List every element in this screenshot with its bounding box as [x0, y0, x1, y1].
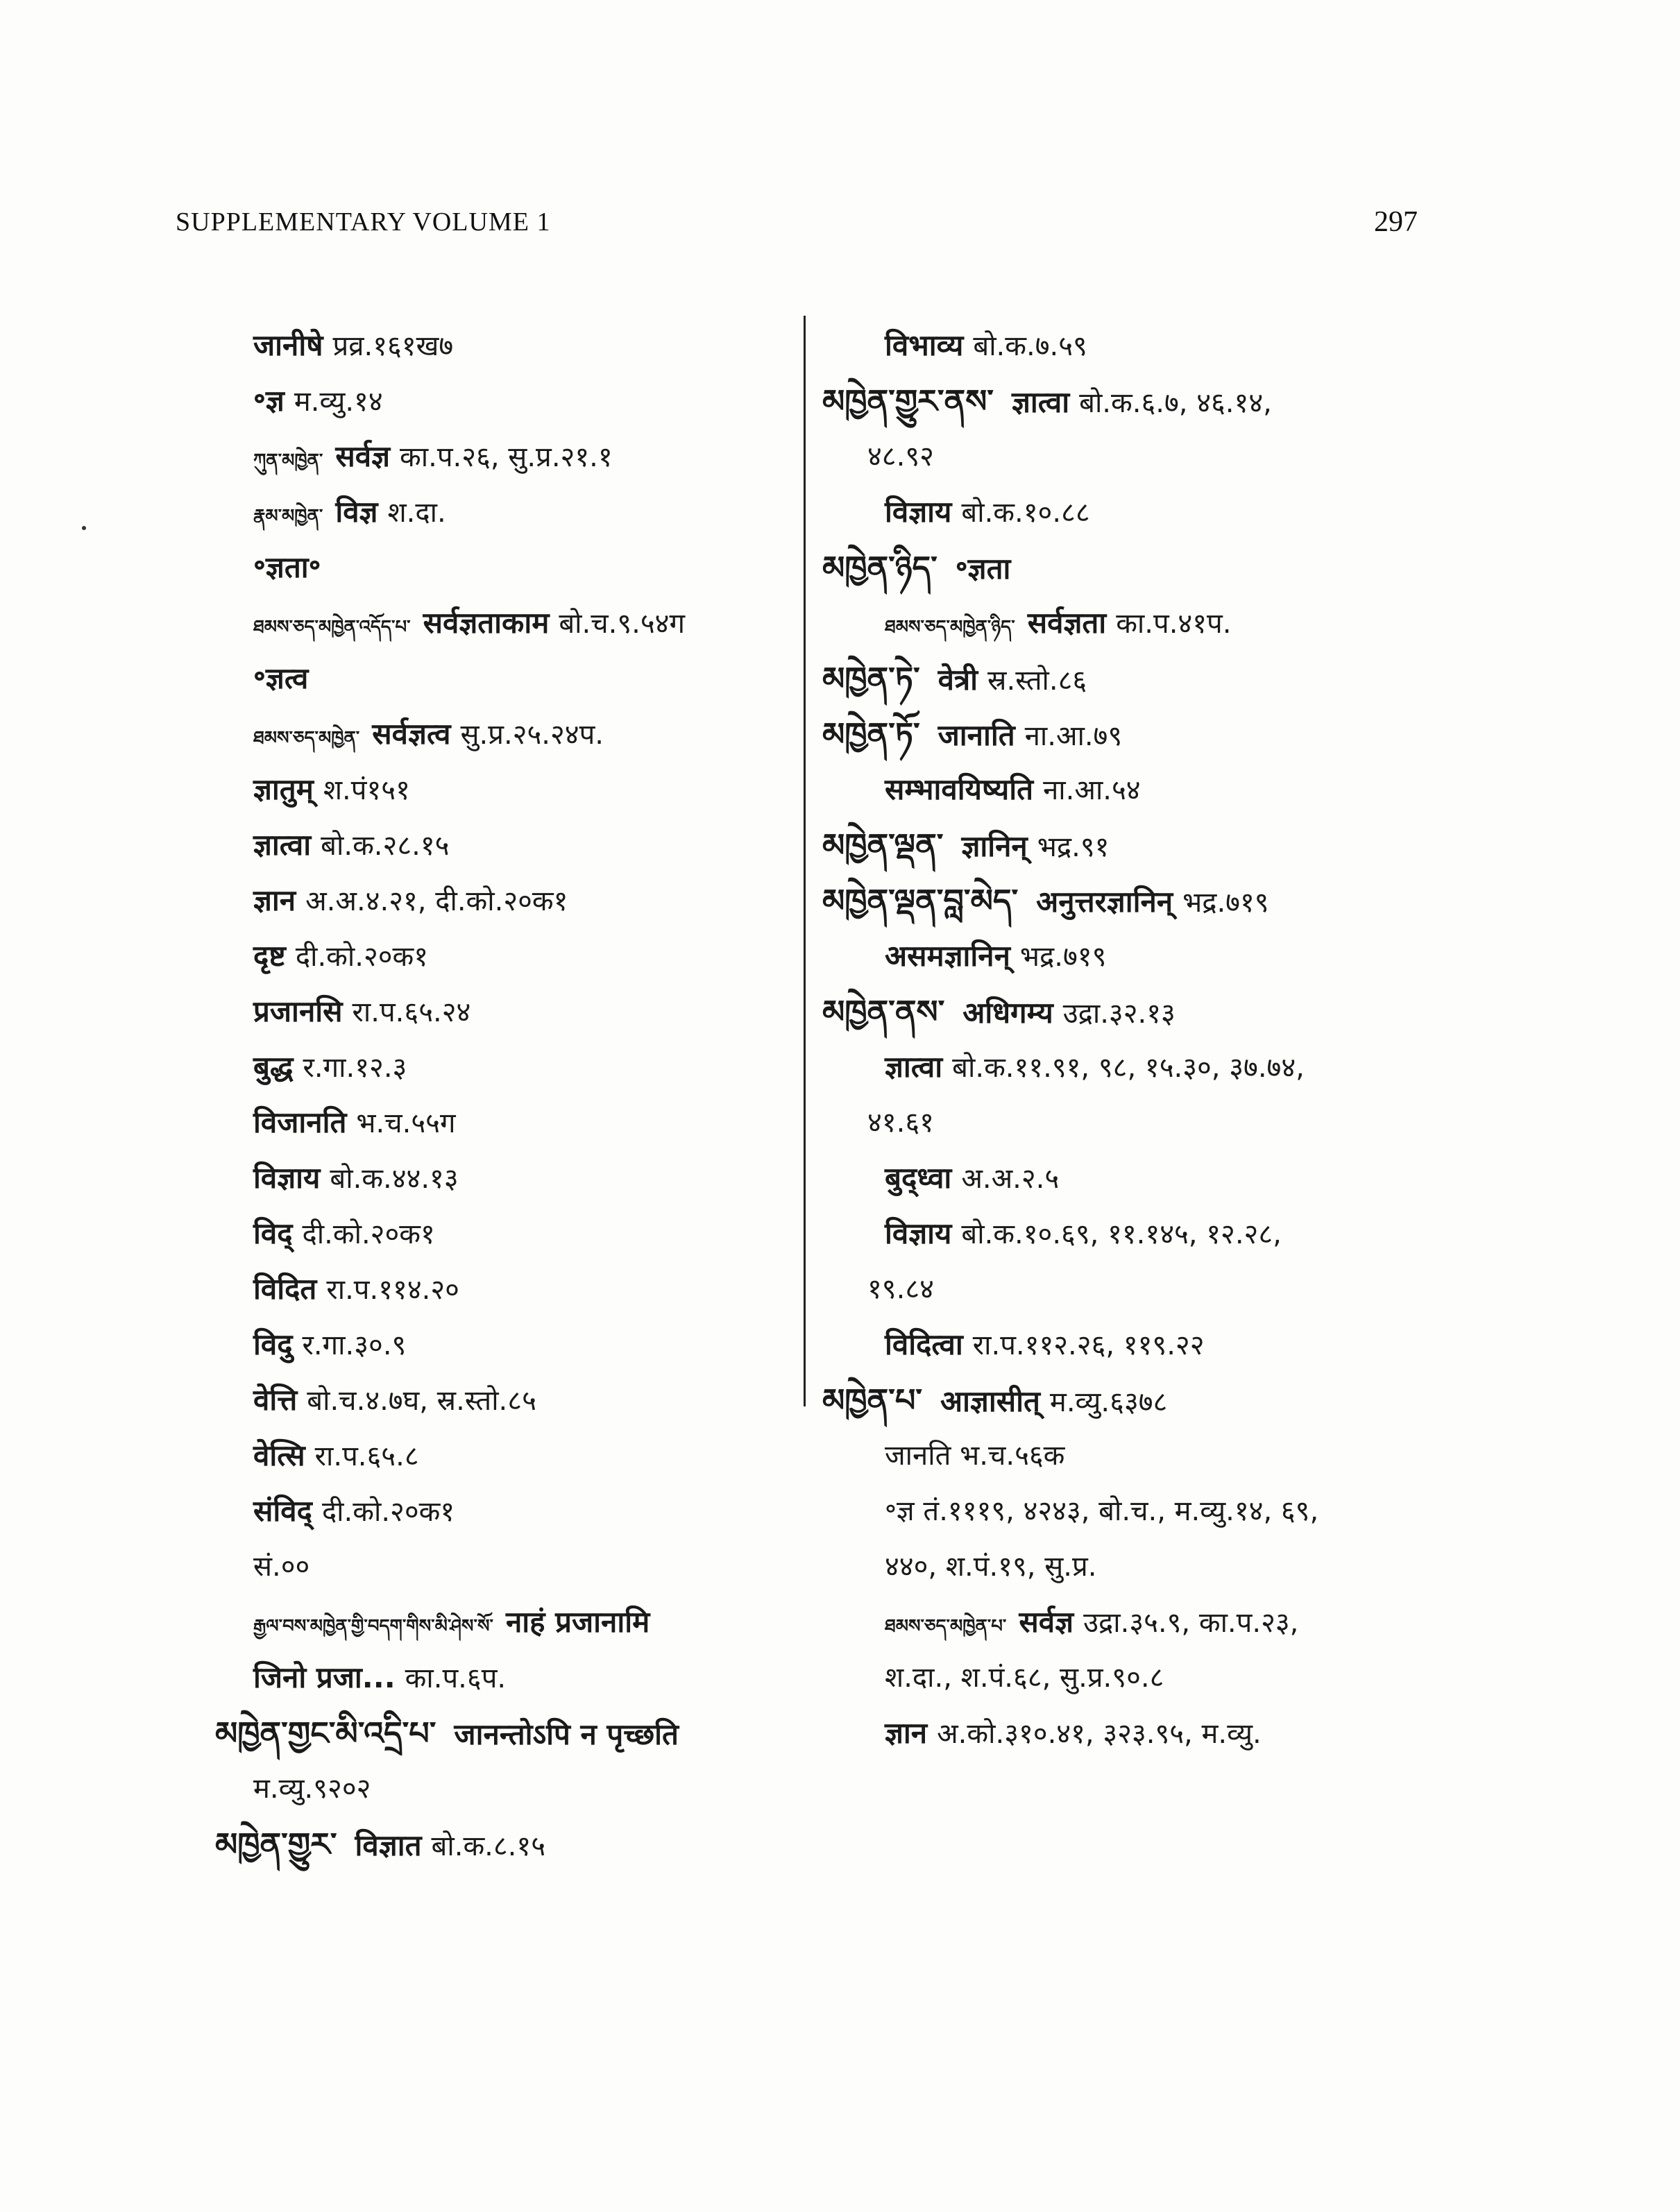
source-reference: ४८.९२	[867, 441, 934, 473]
dictionary-entry	[187, 1317, 798, 1372]
sanskrit-term: सर्वज्ञताकाम	[423, 606, 550, 640]
sanskrit-term: ज्ञान	[253, 883, 296, 917]
source-reference: ना.आ.५४	[1043, 774, 1141, 806]
dictionary-entry	[187, 984, 798, 1039]
source-reference: म.व्यु.६३७८	[1049, 1386, 1168, 1418]
source-reference: र.गा.१२.३	[303, 1052, 407, 1084]
source-reference: बो.क.४४.१३	[330, 1163, 459, 1195]
dictionary-entry	[187, 1095, 798, 1150]
dictionary-entry	[822, 540, 1461, 595]
running-head: SUPPLEMENTARY VOLUME 1	[176, 207, 551, 237]
dictionary-entry	[187, 1206, 798, 1261]
sanskrit-term: ज्ञातुम्	[253, 772, 314, 806]
dictionary-entry	[822, 1705, 1461, 1761]
source-reference: का.प.६प.	[405, 1662, 507, 1694]
column-divider	[804, 316, 806, 1406]
source-reference: रा.प.११२.२६, ११९.२२	[972, 1329, 1205, 1361]
dictionary-entry	[822, 1594, 1461, 1650]
source-reference: म.व्यु.१४	[294, 386, 383, 418]
sanskrit-term: प्रजानसि	[253, 994, 343, 1028]
sanskrit-term: विदु	[253, 1327, 293, 1361]
source-reference: सं.००	[253, 1551, 310, 1583]
source-reference: बो.क.२८.१५	[321, 830, 450, 862]
source-reference: भद्र.९१	[1037, 831, 1110, 863]
tibetan-term: རྣམ་མཁྱེན་	[253, 506, 323, 527]
right-column	[822, 318, 1461, 1761]
sanskrit-term: वेत्री	[937, 663, 978, 697]
source-reference: बो.च.४.७घ, स्र.स्तो.८५	[307, 1385, 536, 1417]
sanskrit-term: विज्ञात	[355, 1828, 422, 1862]
dictionary-entry	[822, 1206, 1461, 1261]
dictionary-entry	[822, 651, 1461, 706]
sanskrit-term: असमज्ञानिन्	[885, 939, 1010, 973]
sanskrit-term: अनुत्तरज्ञानिन्	[1036, 885, 1173, 919]
source-reference: बो.क.७.५९	[973, 330, 1087, 362]
dictionary-entry	[187, 540, 798, 595]
source-reference: भद्र.७१९	[1019, 941, 1107, 973]
dictionary-entry	[187, 595, 798, 651]
sanskrit-term: विभाव्य	[885, 328, 964, 362]
dictionary-entry	[187, 1817, 798, 1872]
dictionary-entry	[187, 706, 798, 762]
dictionary-entry	[187, 484, 798, 540]
tibetan-term: ཐམས་ཅད་མཁྱེན་པ་	[885, 1616, 1007, 1637]
dictionary-entry	[822, 762, 1461, 817]
tibetan-term: མཁྱེན་གྱང་མི་འདྲི་པ་	[215, 1715, 436, 1752]
dictionary-entry	[187, 1539, 798, 1594]
sanskrit-term: विद्	[253, 1216, 293, 1250]
source-reference: बो.क.८.१५	[431, 1830, 545, 1862]
sanskrit-term: ज्ञान	[885, 1716, 928, 1750]
source-reference: स्र.स्तो.८६	[987, 665, 1087, 697]
source-reference: बो.क.१०.६९, ११.१४५, १२.२८,	[961, 1218, 1282, 1250]
tibetan-term: མཁྱེན་གྱུར་ནས་	[822, 382, 994, 420]
source-reference: का.प.४१प.	[1116, 608, 1232, 640]
sanskrit-term: जानीषे	[253, 328, 323, 362]
sanskrit-term: ज्ञात्वा	[253, 828, 312, 862]
sanskrit-term: दृष्ट	[253, 939, 286, 973]
tibetan-term: ཐམས་ཅད་མཁྱེན་འདོད་པ་	[253, 617, 411, 638]
dictionary-entry	[187, 373, 798, 429]
source-reference: रा.प.६५.२४	[352, 996, 471, 1028]
dictionary-entry	[187, 651, 798, 706]
dictionary-entry	[822, 873, 1461, 928]
scan-speck	[82, 526, 86, 530]
dictionary-entry	[187, 1428, 798, 1483]
tibetan-term: མཁྱེན་ལྡན་	[822, 826, 944, 864]
tibetan-term: རྒྱལ་བས་མཁྱེན་གྱི་བདག་གིས་མི་ཤེས་སོ་	[253, 1616, 493, 1637]
tibetan-term: མཁྱེན་ཉིད་	[822, 549, 937, 586]
source-reference: ४४०, श.पं.१९, सु.प्र.	[885, 1551, 1097, 1583]
dictionary-entry	[187, 1372, 798, 1428]
dictionary-entry	[822, 817, 1461, 873]
source-reference: रा.प.६५.८	[314, 1440, 419, 1472]
dictionary-entry	[822, 706, 1461, 762]
tibetan-term: ཐམས་ཅད་མཁྱེན་	[253, 728, 360, 749]
sanskrit-term: बुद्ध्वा	[885, 1161, 952, 1195]
source-reference: १९.८४	[867, 1273, 934, 1305]
sanskrit-term: जानन्तोऽपि न पृच्छति	[454, 1717, 679, 1751]
sanskrit-term: संविद्	[253, 1494, 312, 1528]
dictionary-entry	[187, 817, 798, 873]
sanskrit-term: जिनो प्रजा...	[253, 1660, 396, 1694]
sanskrit-term: विदित्वा	[885, 1327, 963, 1361]
sanskrit-term: विज्ञ	[335, 495, 378, 529]
source-reference: बो.च.९.५४ग	[559, 608, 685, 640]
sanskrit-term: सर्वज्ञ	[335, 439, 391, 473]
dictionary-entry	[822, 1261, 1461, 1317]
dictionary-entry	[187, 1650, 798, 1705]
dictionary-entry	[822, 595, 1461, 651]
sanskrit-term: विजानति	[253, 1105, 347, 1139]
source-reference: दी.को.२०क१	[295, 941, 429, 973]
dictionary-entry	[822, 1372, 1461, 1428]
sanskrit-term: ॰ज्ञता॰	[253, 550, 321, 584]
dictionary-entry	[187, 1261, 798, 1317]
dictionary-entry	[822, 928, 1461, 984]
source-reference: ४१.६१	[867, 1107, 934, 1139]
source-reference: प्रव्र.१६१ख७	[332, 330, 454, 362]
source-reference: सु.प्र.२५.२४प.	[460, 719, 604, 751]
source-reference: श.दा., श.पं.६८, सु.प्र.९०.८	[885, 1662, 1164, 1694]
source-reference: श.पं१५१	[323, 774, 410, 806]
tibetan-term: ཐམས་ཅད་མཁྱེན་ཉིད་	[885, 617, 1015, 638]
dictionary-entry	[822, 1539, 1461, 1594]
source-reference: दी.को.२०क१	[321, 1496, 455, 1528]
dictionary-entry	[187, 1483, 798, 1539]
source-reference: दी.को.२०क१	[302, 1218, 435, 1250]
sanskrit-term: ॰ज्ञत्व	[253, 661, 309, 695]
tibetan-term: མཁྱེན་ལྡན་བླ་མེད་	[822, 882, 1019, 919]
tibetan-term: ཀུན་མཁྱེན་	[253, 450, 323, 471]
source-reference: उद्रा.३२.१३	[1062, 998, 1176, 1030]
source-reference: ना.आ.७९	[1024, 720, 1123, 752]
page-number: 297	[1374, 206, 1418, 238]
source-reference: जानति भ.च.५६क	[885, 1440, 1065, 1472]
tibetan-term: མཁྱེན་ནས་	[822, 993, 945, 1030]
sanskrit-term: ॰ज्ञ	[253, 384, 285, 418]
tibetan-term: མཁྱེན་ཏོ་	[822, 715, 920, 753]
sanskrit-term: सम्भावयिष्यति	[885, 772, 1034, 806]
sanskrit-term: विदित	[253, 1272, 317, 1306]
dictionary-entry	[822, 429, 1461, 484]
sanskrit-term: अधिगम्य	[962, 996, 1053, 1030]
dictionary-entry	[822, 1150, 1461, 1206]
left-column	[187, 318, 798, 1872]
dictionary-entry	[822, 1095, 1461, 1150]
sanskrit-term: ॰ज्ञता	[955, 552, 1011, 586]
dictionary-entry	[822, 1483, 1461, 1539]
dictionary-entry	[822, 373, 1461, 429]
sanskrit-term: आज्ञासीत्	[940, 1384, 1040, 1418]
dictionary-entry	[187, 429, 798, 484]
source-reference: अ.को.३१०.४१, ३२३.९५, म.व्यु.	[937, 1718, 1262, 1750]
tibetan-term: མཁྱེན་པ་	[822, 1381, 922, 1419]
dictionary-entry	[187, 1150, 798, 1206]
tibetan-term: མཁྱེན་ཏེ་	[822, 660, 920, 697]
dictionary-entry	[822, 1650, 1461, 1705]
dictionary-entry	[822, 318, 1461, 373]
source-reference: अ.अ.२.५	[961, 1163, 1060, 1195]
source-reference: बो.क.११.९१, ९८, १५.३०, ३७.७४,	[952, 1052, 1305, 1084]
sanskrit-term: नाहं प्रजानामि	[505, 1605, 650, 1639]
source-reference: बो.क.६.७, ४६.१४,	[1079, 387, 1272, 419]
dictionary-entry	[187, 873, 798, 928]
dictionary-entry	[822, 1039, 1461, 1095]
dictionary-entry	[187, 928, 798, 984]
sanskrit-term: जानाति	[937, 718, 1015, 752]
dictionary-entry	[187, 1039, 798, 1095]
dictionary-entry	[187, 318, 798, 373]
dictionary-entry	[187, 1761, 798, 1817]
source-reference: भद्र.७१९	[1182, 887, 1269, 919]
dictionary-entry	[822, 1317, 1461, 1372]
source-reference: ॰ज्ञ तं.१११९, ४२४३, बो.च., म.व्यु.१४, ६९,	[885, 1495, 1319, 1527]
source-reference: अ.अ.४.२१, दी.को.२०क१	[305, 885, 568, 917]
source-reference: बो.क.१०.८८	[961, 497, 1090, 529]
sanskrit-term: सर्वज्ञ	[1019, 1605, 1074, 1639]
sanskrit-term: वेत्सि	[253, 1438, 305, 1472]
sanskrit-term: सर्वज्ञता	[1027, 606, 1107, 640]
source-reference: रा.प.११४.२०	[326, 1274, 459, 1306]
tibetan-term: མཁྱེན་གྱུར་	[215, 1826, 337, 1863]
sanskrit-term: सर्वज्ञत्व	[372, 717, 451, 751]
sanskrit-term: वेत्ति	[253, 1383, 298, 1417]
sanskrit-term: बुद्ध	[253, 1050, 294, 1084]
sanskrit-term: ज्ञात्वा	[1011, 385, 1070, 419]
dictionary-entry	[187, 1705, 798, 1761]
sanskrit-term: विज्ञाय	[253, 1161, 321, 1195]
source-reference: का.प.२६, सु.प्र.२१.१	[400, 441, 613, 473]
source-reference: भ.च.५५ग	[356, 1107, 456, 1139]
dictionary-entry	[822, 984, 1461, 1039]
sanskrit-term: ज्ञानिन्	[961, 829, 1028, 863]
source-reference: श.दा.	[387, 497, 446, 529]
dictionary-entry	[822, 1428, 1461, 1483]
source-reference: र.गा.३०.९	[302, 1329, 407, 1361]
dictionary-entry	[187, 762, 798, 817]
sanskrit-term: विज्ञाय	[885, 1216, 952, 1250]
dictionary-entry	[822, 484, 1461, 540]
source-reference: उद्रा.३५.९, का.प.२३,	[1083, 1607, 1299, 1639]
source-reference: म.व्यु.९२०२	[253, 1773, 371, 1805]
sanskrit-term: विज्ञाय	[885, 495, 952, 529]
sanskrit-term: ज्ञात्वा	[885, 1050, 943, 1084]
dictionary-entry	[187, 1594, 798, 1650]
